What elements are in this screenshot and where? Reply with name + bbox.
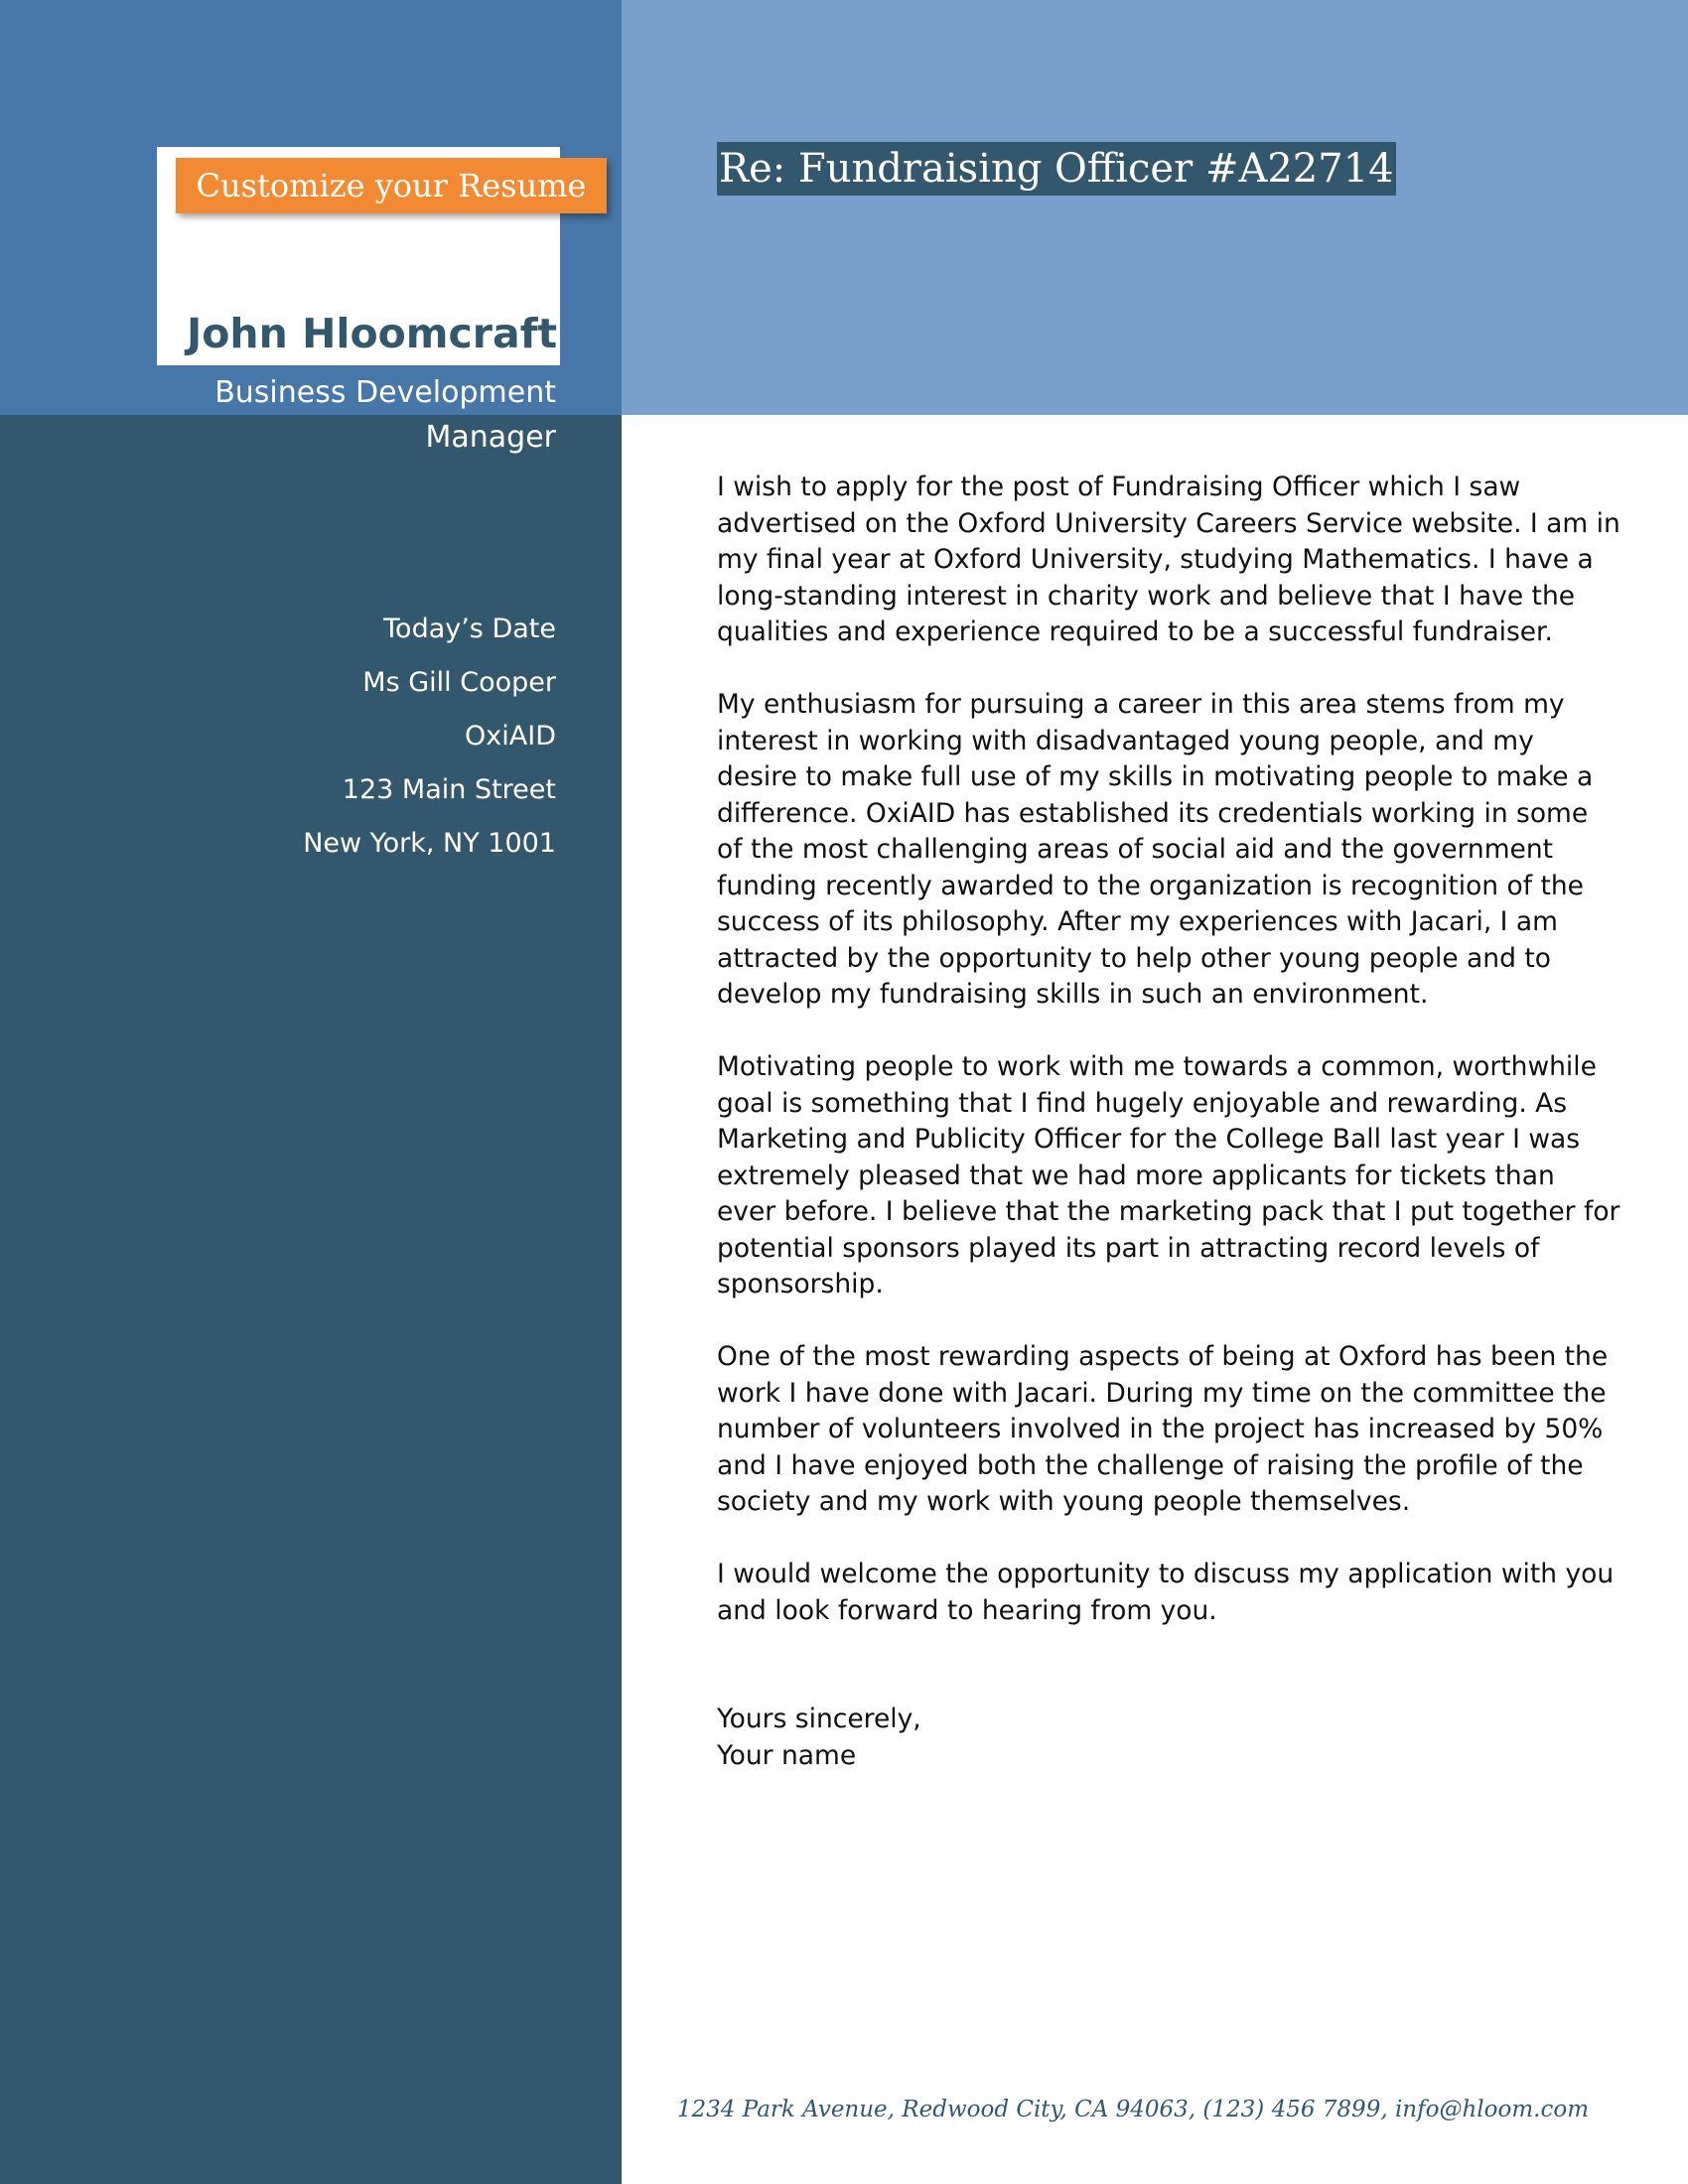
letter-paragraph: My enthusiasm for pursuing a career in this area stems from my interest in working with disadvantaged young people, and my desire to make full use of my skills in motivating people to make a difference. OxiAID has established its credentials working in some of the most challenging areas of social aid and the government funding recently awarded to the organization is recognition of the success of its philosophy. After my experiences with Jacari, I am attracted by the opportunity to help other young people and to develop my fundraising skills in such an environment. [717, 689, 1594, 1010]
recipient-street: 123 Main Street [342, 774, 556, 805]
closing-phrase: Yours sincerely, [717, 1704, 921, 1734]
letter-closing [717, 1702, 921, 1774]
letter-date: Today’s Date [383, 614, 556, 644]
sender-name: John Hloomcraft [187, 310, 558, 357]
letter-paragraph: One of the most rewarding aspects of being at Oxford has been the work I have done with Jacari. During my time on the committee the number of volunteers involved in the project has increased by 50% and I have enjoyed both the challenge of raising the profile of the society and my work with young people themselves. [717, 1341, 1609, 1517]
letter-paragraph: Motivating people to work with me towards a common, worthwhile goal is something that I find hugely enjoyable and rewarding. As Marketing and Publicity Officer for the College Ball last year I was extremely pleased that we had more applicants for tickets than ever before. I believe that the marketing pack that I put together for potential sponsors played its part in attracting record levels of sponsorship. [717, 1051, 1620, 1299]
footer-contact: 1234 Park Avenue, Redwood City, CA 94063, (123) 456 7899, info@hloom.com [676, 2097, 1589, 2122]
recipient-city: New York, NY 1001 [303, 828, 556, 859]
letter-body [717, 470, 1620, 1666]
subject-line: Re: Fundraising Officer #A22714 [717, 142, 1396, 196]
sender-title: Business Development Manager [214, 375, 556, 455]
customize-resume-button[interactable]: Customize your Resume [176, 158, 607, 213]
recipient-name: Ms Gill Cooper [362, 667, 556, 698]
recipient-block [139, 608, 556, 876]
letter-paragraph: I wish to apply for the post of Fundraising Officer which I saw advertised on the Oxford University Careers Service website. I am in my final year at Oxford University, studying Mathematics. I have a long-standing interest in charity work and believe that I have the qualities and experience required to be a successful fundraiser. [717, 472, 1620, 647]
signature: Your name [717, 1739, 857, 1771]
recipient-organization: OxiAID [465, 721, 556, 751]
letter-paragraph: I would welcome the opportunity to discuss my application with you and look forward to hearing from you. [717, 1559, 1615, 1626]
letter-header-band [622, 0, 1688, 415]
